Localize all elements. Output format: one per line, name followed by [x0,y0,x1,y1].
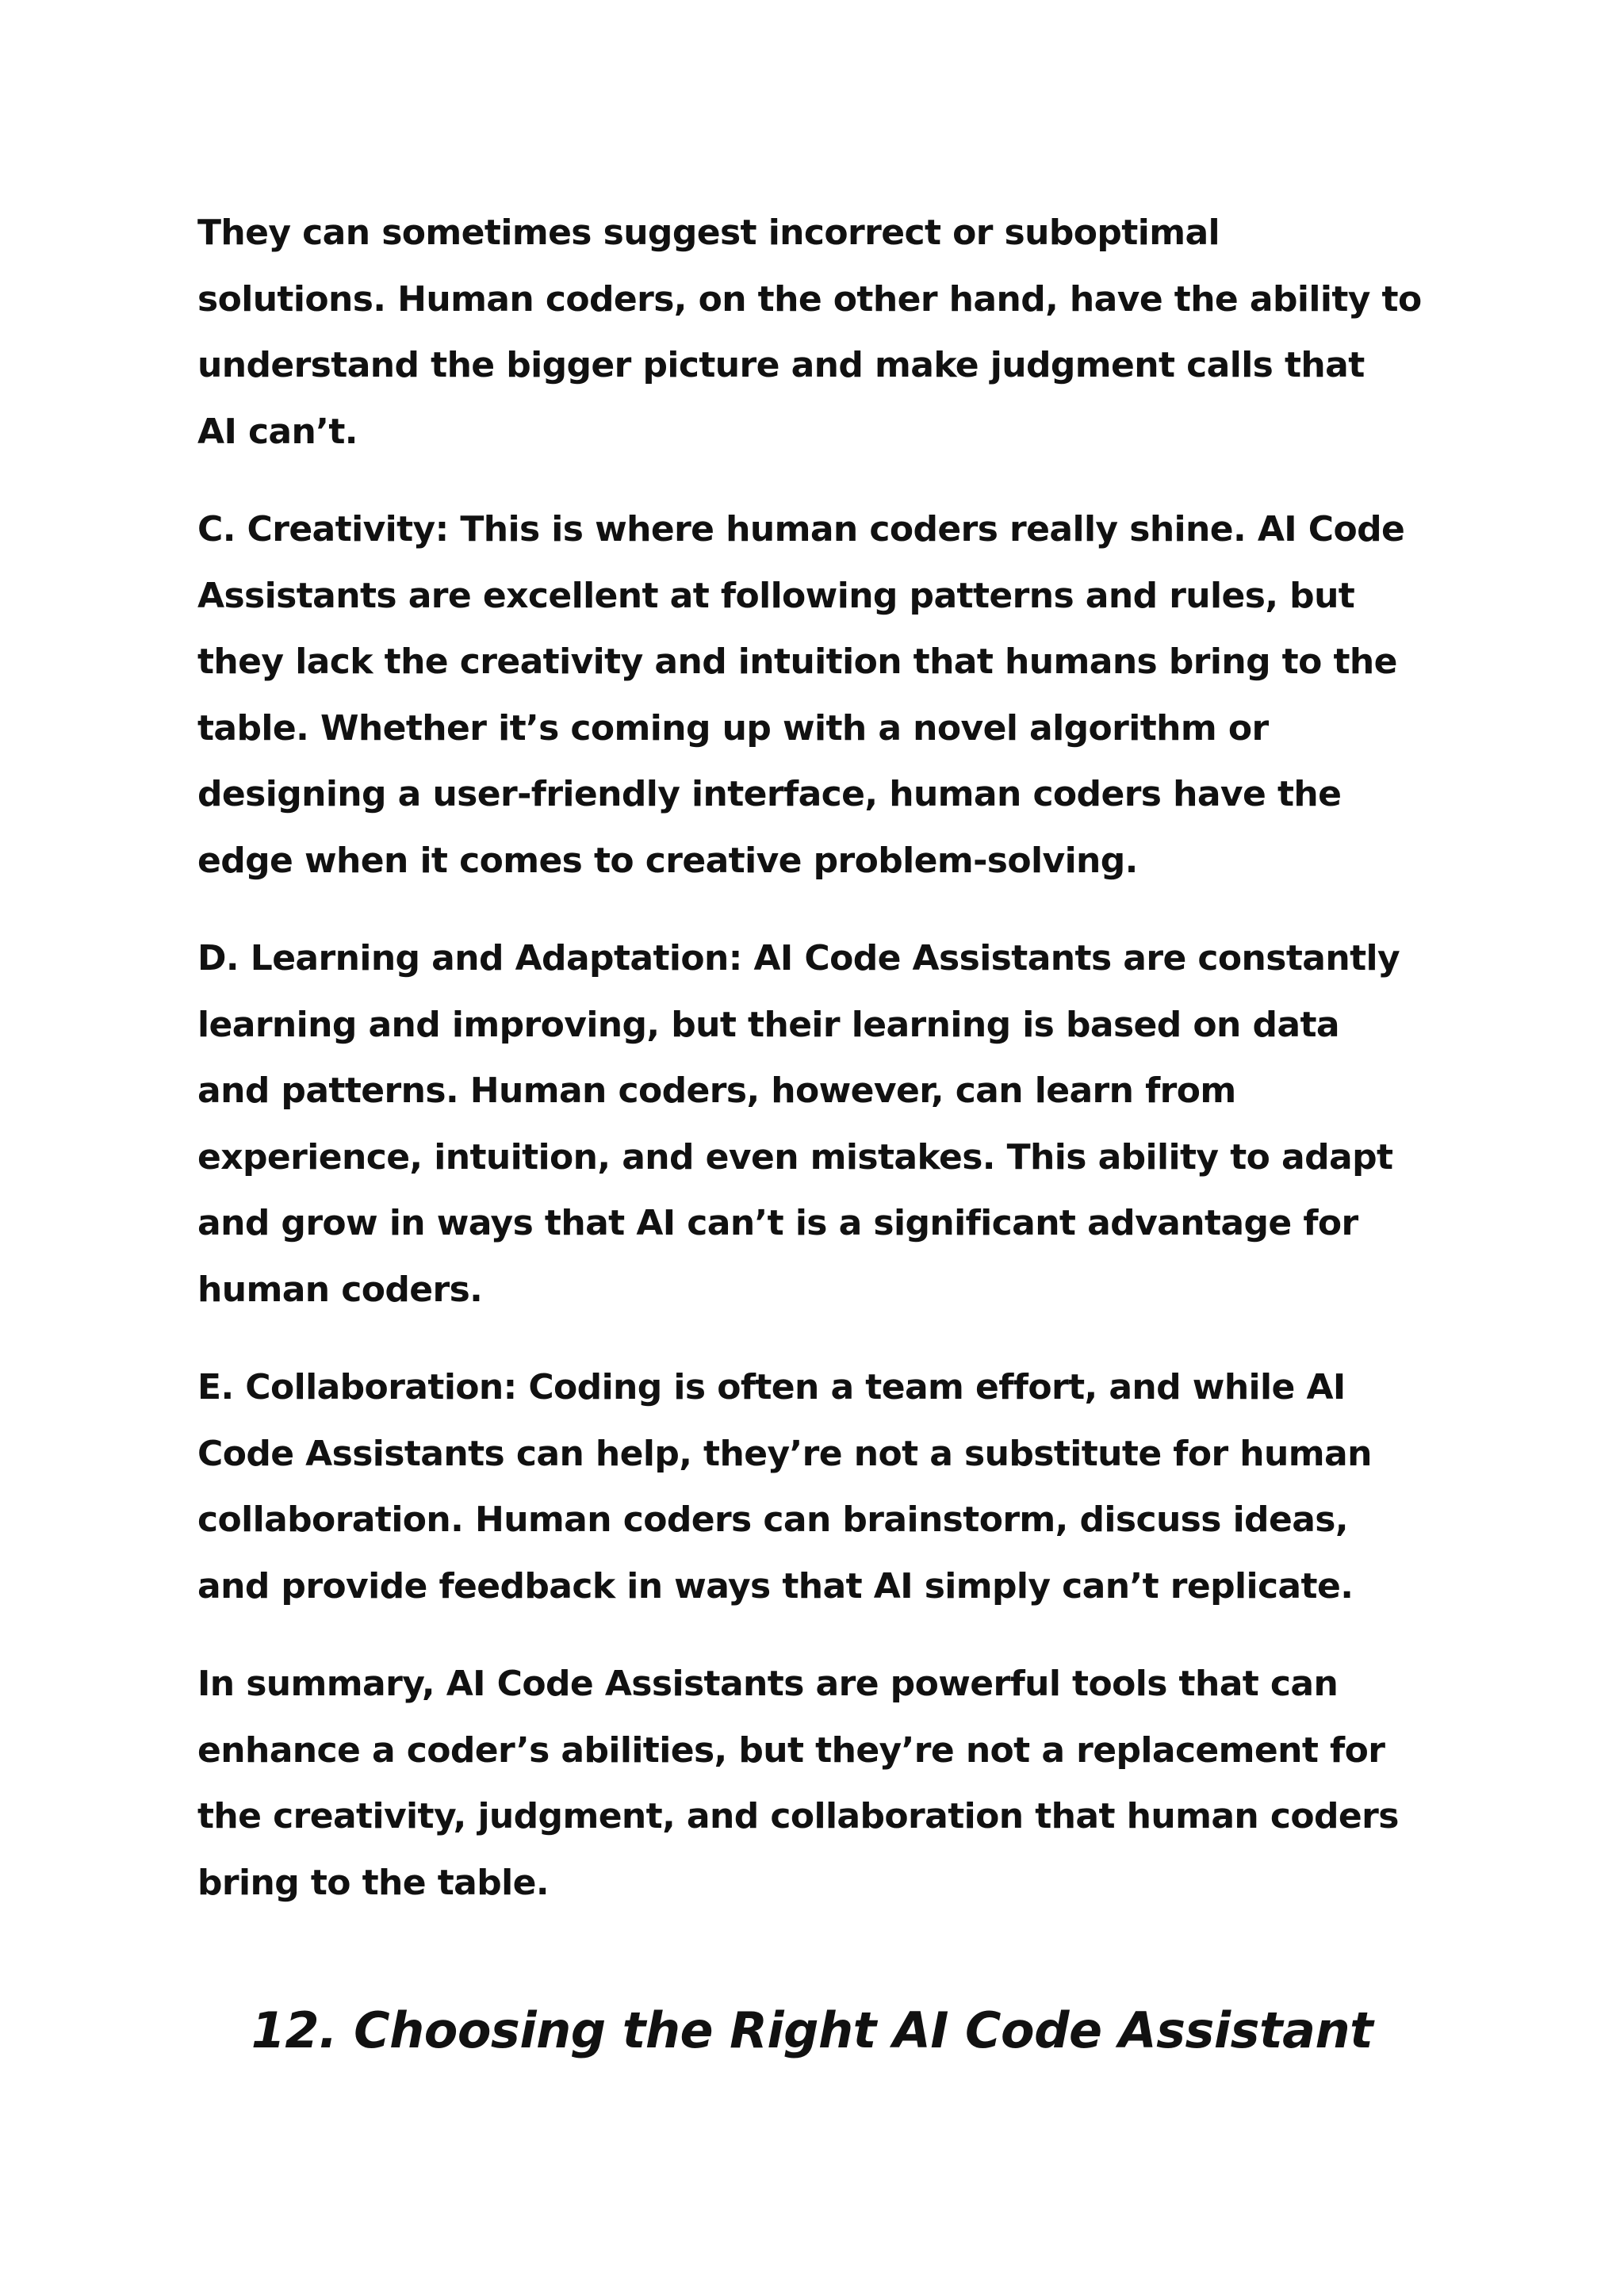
text-line: They can sometimes suggest incorrect or suboptimal [197,213,1220,253]
section-heading: 12. Choosing the Right AI Code Assistant [251,2001,1373,2060]
text-line: experience, intuition, and even mistakes. This ability to adapt [197,1136,1393,1178]
text-line: and patterns. Human coders, however, can learn from [197,1070,1236,1111]
paragraph-spacer [197,894,1450,925]
text-line: solutions. Human coders, on the other hand, have the ability to [197,278,1422,320]
text-line: enhance a coder’s abilities, but they’re not a replacement for [197,1729,1385,1771]
paragraph-spacer [197,1323,1450,1354]
text-line: understand the bigger picture and make judgment calls that [197,345,1365,385]
text-line: bring to the table. [197,1862,549,1903]
text-line: In summary, AI Code Assistants are powerful tools that can [197,1664,1339,1704]
paragraph-learning-adaptation [197,925,1450,1323]
text-line: human coders. [197,1269,483,1310]
paragraph-collaboration [197,1354,1450,1619]
paragraph-judgment [197,200,1450,465]
paragraph-creativity [197,496,1450,894]
text-line: Code Assistants can help, they’re not a substitute for human [197,1433,1372,1474]
text-line: learning and improving, but their learning is based on data [197,1004,1339,1045]
body-text [197,200,1450,1916]
paragraph-spacer [197,465,1450,496]
text-line: E. Collaboration: Coding is often a team effort, and while AI [197,1367,1346,1407]
paragraph-summary [197,1651,1450,1916]
text-line: they lack the creativity and intuition that humans bring to the [197,641,1397,682]
text-line: and provide feedback in ways that AI simply can’t replicate. [197,1565,1354,1607]
text-line: AI can’t. [197,411,358,452]
text-line: the creativity, judgment, and collaboration that human coders [197,1796,1399,1836]
text-line: table. Whether it’s coming up with a novel algorithm or [197,707,1269,749]
text-line: and grow in ways that AI can’t is a significant advantage for [197,1203,1358,1243]
text-line: C. Creativity: This is where human coders really shine. AI Code [197,509,1405,550]
text-line: edge when it comes to creative problem-solving. [197,840,1138,881]
text-line: D. Learning and Adaptation: AI Code Assistants are constantly [197,938,1400,978]
text-line: designing a user-friendly interface, human coders have the [197,774,1342,814]
paragraph-spacer [197,1619,1450,1651]
text-line: Assistants are excellent at following patterns and rules, but [197,575,1355,616]
text-line: collaboration. Human coders can brainstorm, discuss ideas, [197,1499,1348,1540]
